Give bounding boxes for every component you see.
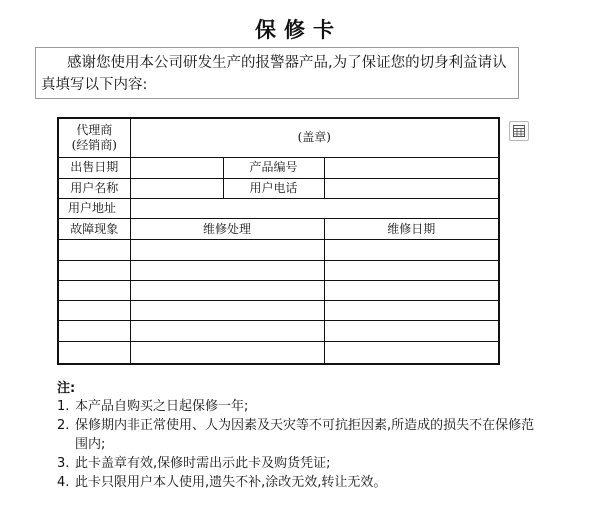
note-number: 2. xyxy=(57,418,70,433)
product-no-field[interactable] xyxy=(324,157,498,178)
note-text: 此卡只限用户本人使用,遗失不补,涂改无效,转让无效。 xyxy=(75,475,387,490)
note-item xyxy=(57,416,537,454)
repair-date-cell[interactable] xyxy=(324,321,498,342)
form-row-repair-header xyxy=(59,219,498,240)
table-layout-icon[interactable] xyxy=(509,121,529,141)
intro-box xyxy=(35,47,519,99)
repair-cell[interactable] xyxy=(130,260,324,280)
fault-cell[interactable] xyxy=(59,300,130,320)
note-item xyxy=(57,397,537,416)
repair-date-cell[interactable] xyxy=(324,240,498,260)
repair-row xyxy=(59,240,498,260)
user-address-label: 用户地址 xyxy=(59,199,130,219)
note-item xyxy=(57,473,537,492)
agent-label-line2: (经销商) xyxy=(71,137,117,152)
fault-cell[interactable] xyxy=(59,240,130,260)
form-row-address xyxy=(59,199,498,219)
repair-date-cell[interactable] xyxy=(324,280,498,300)
repair-header: 维修处理 xyxy=(130,219,324,240)
repair-row xyxy=(59,280,498,300)
form-row-user xyxy=(59,178,498,198)
repair-row xyxy=(59,321,498,342)
note-number: 4. xyxy=(57,475,70,490)
product-no-label: 产品编号 xyxy=(223,157,324,178)
fault-cell[interactable] xyxy=(59,342,130,363)
sale-date-label: 出售日期 xyxy=(59,157,130,178)
repair-cell[interactable] xyxy=(130,300,324,320)
form-row-sale xyxy=(59,157,498,178)
fault-cell[interactable] xyxy=(59,280,130,300)
repair-row xyxy=(59,342,498,363)
sale-date-field[interactable] xyxy=(130,157,223,178)
agent-label xyxy=(59,119,130,157)
fault-header: 故障现象 xyxy=(59,219,130,240)
repair-date-cell[interactable] xyxy=(324,260,498,280)
note-text: 此卡盖章有效,保修时需出示此卡及购货凭证; xyxy=(75,456,331,471)
user-name-label: 用户名称 xyxy=(59,178,130,198)
repair-cell[interactable] xyxy=(130,342,324,363)
intro-text: 感谢您使用本公司研发生产的报警器产品,为了保证您的切身利益请认真填写以下内容: xyxy=(41,55,507,93)
form-row-agent xyxy=(59,119,498,157)
user-phone-field[interactable] xyxy=(324,178,498,198)
note-number: 1. xyxy=(57,399,70,414)
repair-date-header: 维修日期 xyxy=(324,219,498,240)
user-name-field[interactable] xyxy=(130,178,223,198)
repair-row xyxy=(59,260,498,280)
user-address-field[interactable] xyxy=(130,199,498,219)
repair-date-cell[interactable] xyxy=(324,300,498,320)
repair-date-cell[interactable] xyxy=(324,342,498,363)
notes-list xyxy=(57,397,537,492)
repair-cell[interactable] xyxy=(130,240,324,260)
note-number: 3. xyxy=(57,456,70,471)
agent-label-line1: 代理商 xyxy=(76,122,113,137)
user-phone-label: 用户电话 xyxy=(223,178,324,198)
repair-cell[interactable] xyxy=(130,321,324,342)
warranty-form xyxy=(57,117,500,365)
fault-cell[interactable] xyxy=(59,260,130,280)
stamp-field[interactable]: (盖章) xyxy=(130,119,498,157)
repair-cell[interactable] xyxy=(130,280,324,300)
note-text: 保修期内非正常使用、人为因素及天灾等不可抗拒因素,所造成的损失不在保修范围内; xyxy=(75,418,535,452)
note-text: 本产品自购买之日起保修一年; xyxy=(75,399,249,414)
note-item xyxy=(57,454,537,473)
repair-row xyxy=(59,300,498,320)
notes-title: 注: xyxy=(57,381,76,396)
table-layout-glyph xyxy=(513,125,525,137)
page-title: 保修卡 xyxy=(255,18,342,42)
fault-cell[interactable] xyxy=(59,321,130,342)
